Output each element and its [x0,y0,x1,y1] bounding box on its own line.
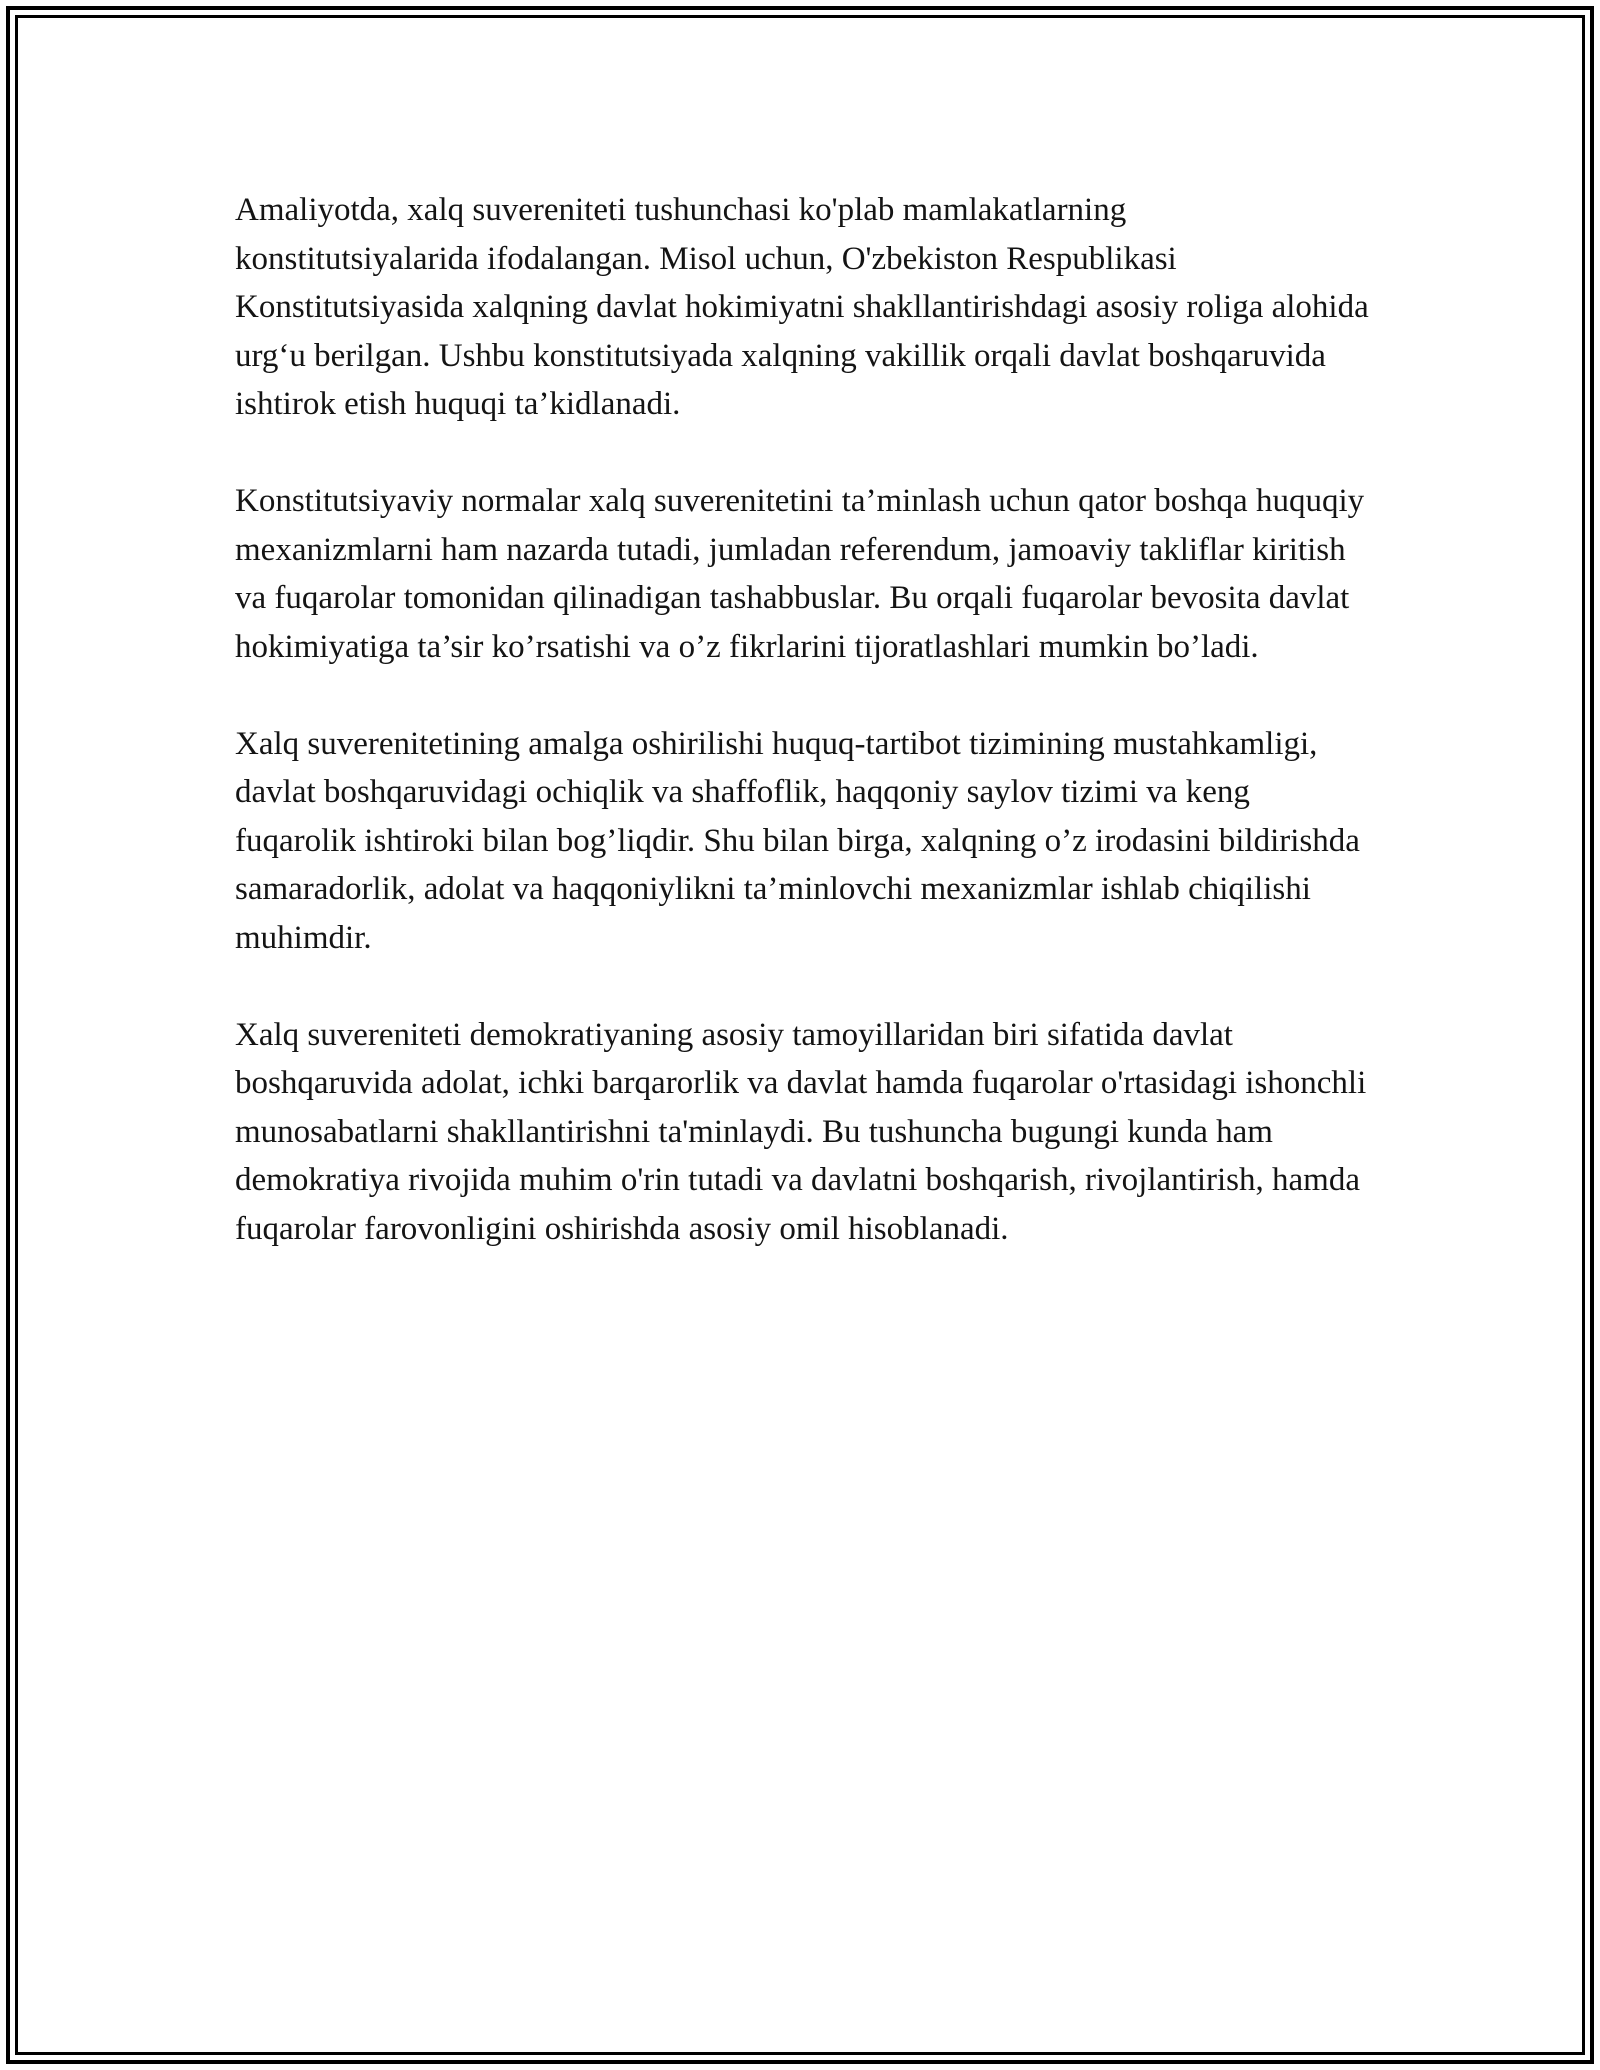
paragraph-3: Xalq suverenitetining amalga oshirilishi huquq-tartibot tizimining mustahkamligi, davlat boshqaruvidagi ochiqlik va shaffoflik, haqqoniy saylov tizimi va keng fuqarolik ishtiroki bilan bog’liqdir. Shu bilan birga, xalqning o’z irodasini bildirishda samaradorlik, adolat va haqqoniylikni ta’minlovchi mexanizmlar ishlab chiqilishi muhimdir. [235,725,1360,956]
paragraph-4: Xalq suvereniteti demokratiyaning asosiy tamoyillaridan biri sifatida davlat boshqaruvida adolat, ichki barqarorlik va davlat hamda fuqarolar o'rtasidagi ishonchli munosabatlarni shakllantirishni ta'minlaydi. Bu tushuncha bugungi kunda ham demokratiya rivojida muhim o'rin tutadi va davlatni boshqarish, rivojlantirish, hamda fuqarolar farovonligini oshirishda asosiy omil hisoblanadi. [235,1016,1367,1247]
document-body [235,186,1370,1302]
paragraph-2: Konstitutsiyaviy normalar xalq suverenitetini ta’minlash uchun qator boshqa huquqiy mexanizmlarni ham nazarda tutadi, jumladan referendum, jamoaviy takliflar kiritish va fuqarolar tomonidan qilinadigan tashabbuslar. Bu orqali fuqarolar bevosita davlat hokimiyatiga ta’sir ko’rsatishi va o’z fikrlarini tijoratlashlari mumkin bo’ladi. [235,483,1365,665]
paragraph-1: Amaliyotda, xalq suvereniteti tushunchasi ko'plab mamlakatlarning konstitutsiyalarida ifodalangan. Misol uchun, O'zbekiston Respublikasi Konstitutsiyasida xalqning davlat hokimiyatni shakllantirishdagi asosiy roliga alohida urg‘u berilgan. Ushbu konstitutsiyada xalqning vakillik orqali davlat boshqaruvida ishtirok etish huquqi ta’kidlanadi. [235,192,1369,422]
